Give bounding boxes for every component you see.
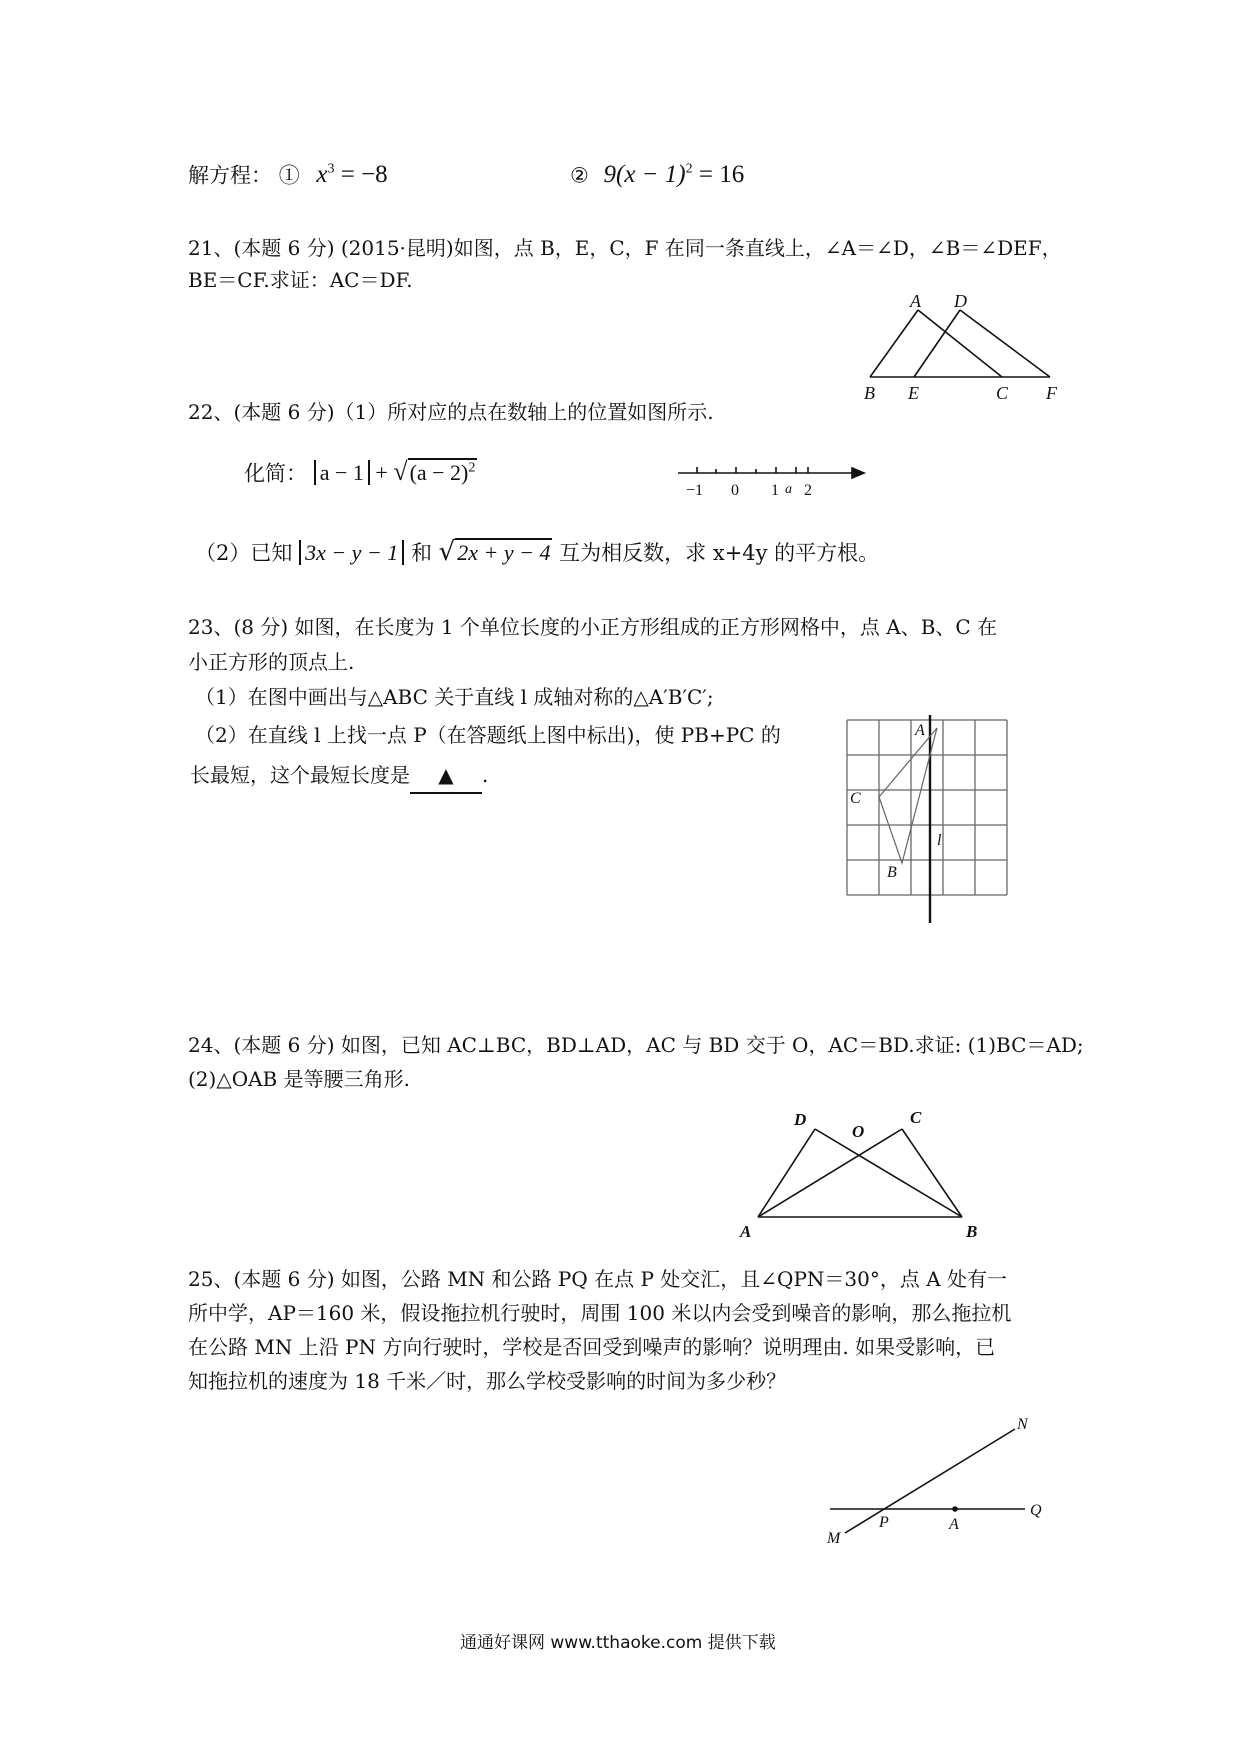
q23-line3: （1）在图中画出与△ABC 关于直线 l 成轴对称的△A′B′C′;: [195, 685, 714, 709]
q21-label-C: C: [996, 383, 1009, 403]
q23-line5: 长最短，这个最短长度是 ▲ .: [190, 758, 488, 794]
q22-simplify: [244, 452, 477, 490]
q24-label-B: B: [966, 1222, 978, 1240]
q25-line3: 在公路 MN 上沿 PN 方向行驶时，学校是否回受到噪声的影响？说明理由. 如果受影响，已: [188, 1335, 996, 1359]
q21-figure: [850, 285, 1070, 405]
q21-label-A: A: [910, 291, 921, 311]
q20-label: 解方程：: [188, 163, 272, 188]
q20-part2-equation: $9(x - 1)^2 = 16$: [603, 161, 745, 189]
q25-line2: 所中学，AP＝160 米，假设拖拉机行驶时，周围 100 米以内会受到噪音的影响，那么拖拉机: [188, 1301, 1012, 1325]
q22-line1: 22、(本题 6 分)（1）所对应的点在数轴上的位置如图所示.: [188, 400, 714, 424]
q21-line2: BE＝CF.求证：AC＝DF.: [188, 268, 413, 292]
q25-line1: 25、(本题 6 分) 如图，公路 MN 和公路 PQ 在点 P 处交汇，且∠QPN＝30°，点 A 处有一: [188, 1267, 1008, 1291]
q23-label-l: l: [937, 832, 942, 849]
q23-line4: （2）在直线 l 上找一点 P（在答题纸上图中标出)，使 PB+PC 的: [195, 723, 781, 747]
q24-figure: [730, 1105, 990, 1240]
q21-label-F: F: [1046, 383, 1057, 403]
q25-figure: [815, 1405, 1065, 1545]
q20-part1-marker: ①: [278, 163, 300, 188]
q24-line2: (2)△OAB 是等腰三角形.: [188, 1067, 410, 1091]
q24-label-O: O: [852, 1122, 865, 1141]
q23-answer-blank: ▲: [410, 758, 482, 794]
q24-line1: 24、(本题 6 分) 如图，已知 AC⊥BC，BD⊥AD，AC 与 BD 交于 O，AC＝BD.求证: (1)BC＝AD;: [188, 1033, 1084, 1057]
q20-part1-equation: $x^3 = -8$: [316, 161, 388, 189]
q20-part2-marker: ②: [570, 163, 589, 188]
q23-grid-figure: [835, 715, 1035, 927]
q23-line2: 小正方形的顶点上.: [188, 650, 355, 674]
q25-label-M: M: [827, 1530, 841, 1545]
q22-simplify-label: 化简：: [244, 461, 307, 486]
q23-label-C: C: [850, 790, 861, 807]
page-footer: 通通好课网 www.tthaoke.com 提供下载: [460, 1633, 776, 1653]
q24-label-A: A: [740, 1222, 752, 1240]
q22-tick-a: a: [785, 482, 792, 497]
q22-part2-abs: 3x − y − 1: [299, 540, 404, 565]
q23-label-B: B: [887, 864, 897, 881]
q25-label-A: A: [949, 1516, 959, 1533]
q24-label-D: D: [794, 1110, 807, 1129]
q25-label-P: P: [879, 1514, 889, 1531]
q22-tick-2: 2: [804, 482, 812, 499]
q22-simplify-expression: $a - 1 + √(a - 2)^2$: [314, 460, 478, 485]
q25-label-N: N: [1017, 1416, 1028, 1433]
q22-number-line: [668, 455, 868, 505]
q23-label-A: A: [915, 722, 925, 739]
q22-tick-neg1: −1: [686, 482, 704, 499]
q20-equations: [188, 153, 388, 192]
q22-tick-1: 1: [771, 482, 779, 499]
q22-part2-and: 和: [410, 541, 432, 565]
q21-label-E: E: [908, 383, 919, 403]
q20-part2: [570, 153, 744, 192]
q25-label-Q: Q: [1030, 1502, 1042, 1519]
q25-line4: 知拖拉机的速度为 18 千米／时，那么学校受影响的时间为多少秒？: [188, 1369, 787, 1393]
q21-label-D: D: [954, 291, 967, 311]
q21-line1: 21、(本题 6 分) (2015·昆明)如图，点 B，E，C，F 在同一条直线上，∠A＝∠D，∠B＝∠DEF，: [188, 236, 1062, 260]
q24-label-C: C: [910, 1108, 922, 1127]
q22-part2-prefix: （2）已知: [195, 541, 293, 565]
q23-line1: 23、(8 分) 如图，在长度为 1 个单位长度的小正方形组成的正方形网格中，点 A、B、C 在: [188, 615, 998, 639]
q22-tick-0: 0: [731, 482, 739, 499]
q22-part2: （2）已知 3x − y − 1 和 √2x + y − 4 互为相反数，求 x+4y 的平方根。: [195, 537, 880, 567]
q22-part2-suffix: 互为相反数，求 x+4y 的平方根。: [559, 541, 880, 565]
q23-line5-prefix: 长最短，这个最短长度是: [190, 763, 410, 787]
q22-part2-sqrt: 2x + y − 4: [457, 540, 551, 565]
q21-label-B: B: [864, 383, 875, 403]
